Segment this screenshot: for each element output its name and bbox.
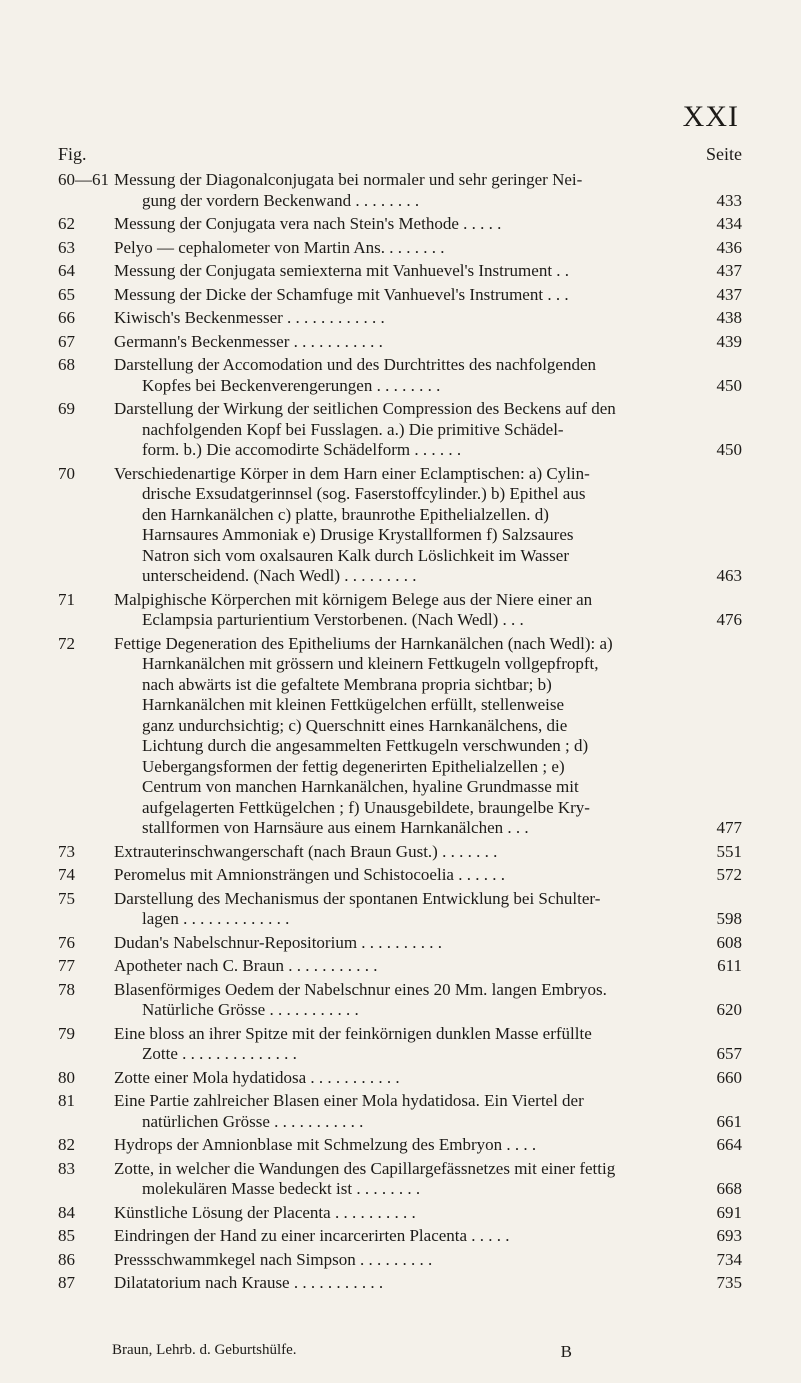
figure-description bbox=[114, 980, 676, 1021]
figure-number: 64 bbox=[58, 261, 75, 280]
figure-description-line: Zotte, in welcher die Wandungen des Capillargefässnetzes mit einer fettig bbox=[114, 1158, 616, 1178]
figure-list-item bbox=[58, 464, 742, 587]
page-reference: 668 bbox=[716, 1179, 742, 1198]
figure-number: 81 bbox=[58, 1091, 75, 1110]
figure-description-line: form. b.) Die accomodirte Schädelform . . . . . . bbox=[142, 440, 462, 459]
page-number: XXI bbox=[682, 100, 739, 133]
figure-description-line: Messung der Diagonalconjugata bei normaler und sehr geringer Nei- bbox=[114, 170, 583, 189]
figure-description-line: Natürliche Grösse . . . . . . . . . . . bbox=[142, 1000, 359, 1019]
page-reference: 691 bbox=[716, 1202, 742, 1222]
figure-description-line: Zotte . . . . . . . . . . . . . . bbox=[142, 1044, 297, 1063]
figure-description-line: Pelyo — cephalometer von Martin Ans. . . . . . . . bbox=[114, 237, 445, 257]
figure-description-line: Natron sich vom oxalsauren Kalk durch Löslichkeit im Wasser bbox=[142, 545, 569, 565]
page-reference: 433 bbox=[716, 190, 742, 210]
page-reference: 476 bbox=[716, 610, 742, 629]
figure-list-item bbox=[58, 355, 742, 396]
page-reference: 572 bbox=[716, 865, 742, 884]
figure-description-line: Verschiedenartige Körper in dem Harn einer Eclamptischen: a) Cylin- bbox=[114, 463, 590, 483]
page-reference: 664 bbox=[716, 1135, 742, 1154]
figure-number: 63 bbox=[58, 237, 75, 257]
figure-description-line: Harnsaures Ammoniak e) Drusige Krystallformen f) Salzsaures bbox=[142, 525, 574, 544]
figure-description-line: gung der vordern Beckenwand . . . . . . . . bbox=[142, 190, 420, 210]
figure-description bbox=[114, 1250, 676, 1271]
figure-description-line: Hydrops der Amnionblase mit Schmelzung des Embryon . . . . bbox=[114, 1135, 537, 1154]
footer-book-title: Braun, Lehrb. d. Geburtshülfe. bbox=[112, 1342, 297, 1358]
figure-description-line: Lichtung durch die angesammelten Fettkugeln verschwunden ; d) bbox=[142, 736, 589, 755]
figure-list-item bbox=[58, 1273, 742, 1294]
figure-description-line: Eine Partie zahlreicher Blasen einer Mola hydatidosa. Ein Viertel der bbox=[114, 1091, 584, 1110]
figure-description-line: molekulären Masse bedeckt ist . . . . . . . . bbox=[142, 1179, 421, 1198]
figure-description-line: Pressschwammkegel nach Simpson . . . . . . . . . bbox=[114, 1249, 433, 1269]
figure-list-item bbox=[58, 889, 742, 930]
page-reference: 551 bbox=[716, 841, 742, 861]
figure-description-line: Zotte einer Mola hydatidosa . . . . . . . . . . . bbox=[114, 1067, 400, 1087]
page-column-header: Seite bbox=[706, 144, 742, 164]
figure-list-item bbox=[58, 865, 742, 886]
figure-number: 79 bbox=[58, 1023, 75, 1043]
figure-description-line: Eindringen der Hand zu einer incarcerirten Placenta . . . . . bbox=[114, 1226, 510, 1245]
figure-list-item bbox=[58, 1159, 742, 1200]
figure-list bbox=[58, 170, 742, 1297]
figure-description bbox=[114, 170, 676, 211]
figure-description-line: Peromelus mit Amnionsträngen und Schistocoelia . . . . . . bbox=[114, 865, 505, 884]
figure-list-item bbox=[58, 1203, 742, 1224]
figure-description-line: Dilatatorium nach Krause . . . . . . . . . . . bbox=[114, 1273, 384, 1292]
figure-description bbox=[114, 1226, 676, 1247]
figure-description-line: aufgelagerten Fettkügelchen ; f) Unausgebildete, braungelbe Kry- bbox=[142, 797, 590, 817]
page-reference: 450 bbox=[716, 375, 742, 395]
figure-description bbox=[114, 261, 676, 282]
figure-description-line: Harnkanälchen mit grössern und kleinern Fettkugeln vollgepfropft, bbox=[142, 654, 599, 673]
figure-number: 72 bbox=[58, 633, 75, 653]
figure-list-item bbox=[58, 285, 742, 306]
figure-number: 70 bbox=[58, 463, 75, 483]
figure-description bbox=[114, 1203, 676, 1224]
figure-number: 78 bbox=[58, 979, 75, 999]
figure-list-item bbox=[58, 956, 742, 977]
page-reference: 608 bbox=[716, 932, 742, 952]
figure-number: 62 bbox=[58, 214, 75, 233]
figure-description bbox=[114, 865, 676, 886]
figure-description bbox=[114, 1159, 676, 1200]
figure-number: 85 bbox=[58, 1226, 75, 1245]
figure-description bbox=[114, 634, 676, 839]
figure-list-item bbox=[58, 590, 742, 631]
figure-description-line: Messung der Conjugata vera nach Stein's Methode . . . . . bbox=[114, 214, 502, 233]
figure-description bbox=[114, 464, 676, 587]
figure-description-line: stallformen von Harnsäure aus einem Harnkanälchen . . . bbox=[142, 818, 529, 837]
figure-number: 69 bbox=[58, 399, 75, 418]
figure-description bbox=[114, 399, 676, 461]
page-reference: 450 bbox=[716, 440, 742, 459]
figure-description-line: Malpighische Körperchen mit körnigem Belege aus der Niere einer an bbox=[114, 589, 593, 609]
figure-description-line: Messung der Conjugata semiexterna mit Vanhuevel's Instrument . . bbox=[114, 261, 570, 280]
figure-list-item bbox=[58, 842, 742, 863]
figure-description-line: Apotheter nach C. Braun . . . . . . . . . . . bbox=[114, 956, 378, 975]
figure-description-line: Darstellung der Accomodation und des Durchtrittes des nachfolgenden bbox=[114, 355, 597, 374]
page-reference: 620 bbox=[716, 1000, 742, 1019]
figure-number: 82 bbox=[58, 1135, 75, 1154]
figure-description bbox=[114, 842, 676, 863]
figure-description-line: ganz undurchsichtig; c) Querschnitt eines Harnkanälchens, die bbox=[142, 715, 568, 735]
figure-description-line: Uebergangsformen der fettig degenerirten Epithelialzellen ; e) bbox=[142, 756, 565, 776]
page-reference: 598 bbox=[716, 909, 742, 928]
figure-number: 84 bbox=[58, 1202, 75, 1222]
figure-number: 86 bbox=[58, 1249, 75, 1269]
page-reference: 434 bbox=[716, 214, 742, 233]
figure-number: 75 bbox=[58, 888, 75, 908]
figure-description-line: Blasenförmiges Oedem der Nabelschnur eines 20 Mm. langen Embryos. bbox=[114, 979, 607, 999]
page-reference: 611 bbox=[717, 956, 742, 975]
figure-description-line: Messung der Dicke der Schamfuge mit Vanhuevel's Instrument . . . bbox=[114, 284, 569, 304]
figure-description-line: lagen . . . . . . . . . . . . . bbox=[142, 909, 290, 928]
figure-number: 87 bbox=[58, 1273, 75, 1292]
figure-description-line: nach abwärts ist die gefaltete Membrana propria sichtbar; b) bbox=[142, 674, 552, 694]
figure-description-line: natürlichen Grösse . . . . . . . . . . . bbox=[142, 1111, 364, 1131]
figure-number: 77 bbox=[58, 956, 75, 975]
figure-number: 83 bbox=[58, 1158, 75, 1178]
figure-number: 80 bbox=[58, 1067, 75, 1087]
footer-signature-mark: B bbox=[560, 1342, 572, 1361]
figure-description-line: Kiwisch's Beckenmesser . . . . . . . . . . . . bbox=[114, 308, 385, 327]
figure-number: 76 bbox=[58, 932, 75, 952]
figure-list-item bbox=[58, 1024, 742, 1065]
page-reference: 439 bbox=[716, 331, 742, 351]
figure-number: 73 bbox=[58, 841, 75, 861]
figure-list-item bbox=[58, 261, 742, 282]
figure-description-line: Dudan's Nabelschnur-Repositorium . . . . . . . . . . bbox=[114, 932, 443, 952]
figure-description bbox=[114, 214, 676, 235]
figure-description bbox=[114, 590, 676, 631]
figure-list-item bbox=[58, 399, 742, 461]
figure-list-item bbox=[58, 1068, 742, 1089]
figure-description-line: Fettige Degeneration des Epitheliums der Harnkanälchen (nach Wedl): a) bbox=[114, 633, 613, 653]
figure-description-line: Kopfes bei Beckenverengerungen . . . . . . . . bbox=[142, 375, 441, 395]
page-reference: 657 bbox=[716, 1044, 742, 1063]
figure-list-item bbox=[58, 214, 742, 235]
figure-list-item bbox=[58, 980, 742, 1021]
page-reference: 735 bbox=[716, 1273, 742, 1292]
figure-description-line: Darstellung des Mechanismus der spontanen Entwicklung bei Schulter- bbox=[114, 888, 601, 908]
figure-description-line: Extrauterinschwangerschaft (nach Braun Gust.) . . . . . . . bbox=[114, 841, 498, 861]
page-reference: 660 bbox=[716, 1067, 742, 1087]
figure-description-line: Centrum von manchen Harnkanälchen, hyaline Grundmasse mit bbox=[142, 777, 579, 796]
figure-number: 66 bbox=[58, 308, 75, 327]
figure-number: 65 bbox=[58, 284, 75, 304]
figure-description-line: den Harnkanälchen c) platte, braunrothe Epithelialzellen. d) bbox=[142, 504, 549, 524]
page-reference: 437 bbox=[716, 261, 742, 280]
figure-description bbox=[114, 1273, 676, 1294]
figure-description bbox=[114, 1024, 676, 1065]
figure-description bbox=[114, 1135, 676, 1156]
figure-list-item bbox=[58, 238, 742, 259]
figure-list-item bbox=[58, 308, 742, 329]
figure-description bbox=[114, 332, 676, 353]
figure-description-line: Harnkanälchen mit kleinen Fettkügelchen erfüllt, stellenweise bbox=[142, 695, 565, 714]
figure-list-item bbox=[58, 332, 742, 353]
figure-description-line: Darstellung der Wirkung der seitlichen Compression des Beckens auf den bbox=[114, 399, 616, 418]
figure-description bbox=[114, 238, 676, 259]
figure-number: 60—61 bbox=[58, 170, 109, 189]
figure-list-item bbox=[58, 1226, 742, 1247]
figure-number: 67 bbox=[58, 331, 75, 351]
figure-description bbox=[114, 956, 676, 977]
figure-description-line: Eclampsia parturientium Verstorbenen. (Nach Wedl) . . . bbox=[142, 610, 524, 629]
figure-description-line: Germann's Beckenmesser . . . . . . . . . . . bbox=[114, 331, 383, 351]
figure-list-item bbox=[58, 1250, 742, 1271]
fig-column-header: Fig. bbox=[58, 144, 87, 164]
figure-description bbox=[114, 889, 676, 930]
figure-list-item bbox=[58, 933, 742, 954]
figure-description bbox=[114, 308, 676, 329]
page-reference: 463 bbox=[716, 566, 742, 585]
page-reference: 693 bbox=[716, 1226, 742, 1245]
figure-description bbox=[114, 355, 676, 396]
figure-description bbox=[114, 933, 676, 954]
figure-description-line: Künstliche Lösung der Placenta . . . . . . . . . . bbox=[114, 1202, 416, 1222]
page-reference: 436 bbox=[716, 237, 742, 257]
figure-description bbox=[114, 1091, 676, 1132]
page-reference: 438 bbox=[716, 308, 742, 327]
page-reference: 437 bbox=[716, 284, 742, 304]
figure-list-item bbox=[58, 1091, 742, 1132]
page-reference: 661 bbox=[716, 1111, 742, 1131]
figure-description-line: unterscheidend. (Nach Wedl) . . . . . . . . . bbox=[142, 566, 417, 585]
figure-list-item bbox=[58, 1135, 742, 1156]
figure-list-item bbox=[58, 634, 742, 839]
figure-description-line: nachfolgenden Kopf bei Fusslagen. a.) Die primitive Schädel- bbox=[142, 419, 564, 439]
page-reference: 477 bbox=[716, 818, 742, 837]
figure-number: 74 bbox=[58, 865, 75, 884]
figure-number: 71 bbox=[58, 589, 75, 609]
figure-description-line: Eine bloss an ihrer Spitze mit der feinkörnigen dunklen Masse erfüllte bbox=[114, 1023, 592, 1043]
figure-number: 68 bbox=[58, 355, 75, 374]
figure-description-line: drische Exsudatgerinnsel (sog. Faserstoffcylinder.) b) Epithel aus bbox=[142, 484, 586, 503]
page-reference: 734 bbox=[716, 1249, 742, 1269]
figure-description bbox=[114, 1068, 676, 1089]
figure-description bbox=[114, 285, 676, 306]
figure-list-item bbox=[58, 170, 742, 211]
